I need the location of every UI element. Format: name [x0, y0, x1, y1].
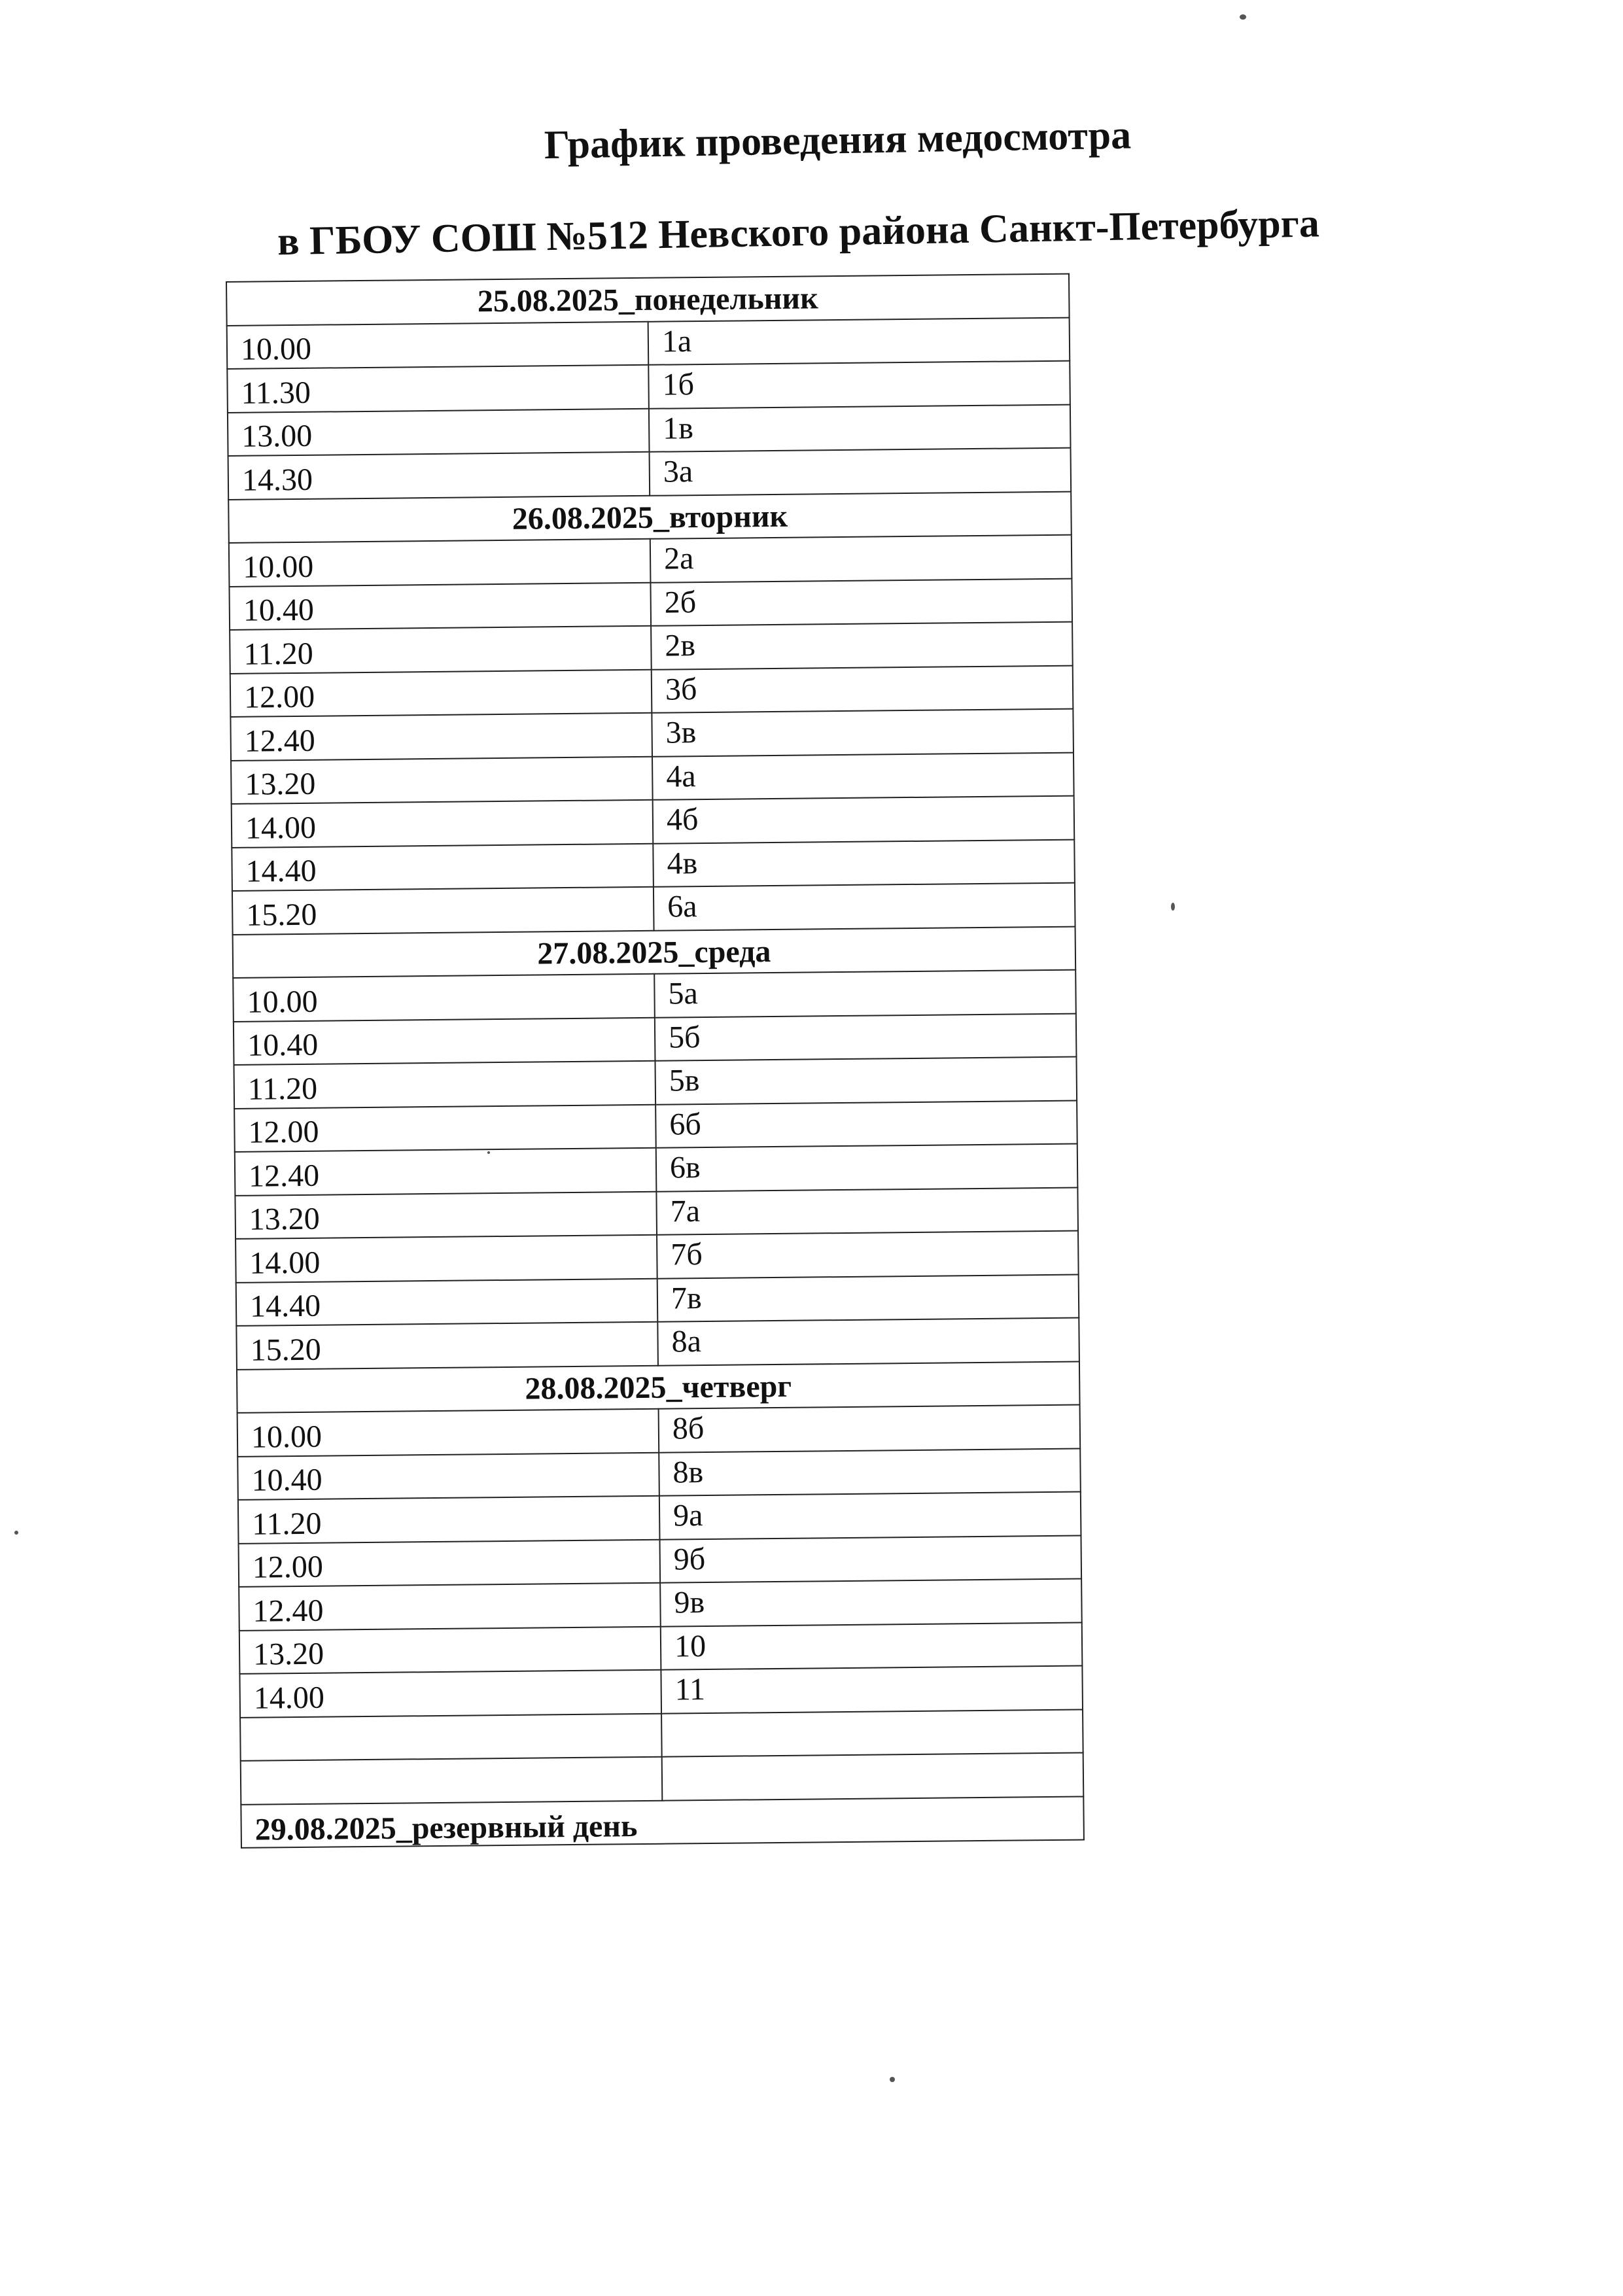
class-cell: 3в	[652, 709, 1073, 757]
time-cell: 14.00	[232, 800, 654, 848]
day-header: 28.08.2025_четверг	[237, 1361, 1080, 1413]
class-cell: 5а	[654, 970, 1076, 1018]
class-cell: 10	[661, 1622, 1083, 1670]
class-cell: 9а	[659, 1492, 1081, 1540]
time-cell: 13.20	[231, 756, 653, 804]
table-row	[233, 970, 1076, 1022]
day-header: 26.08.2025_вторник	[228, 491, 1072, 543]
time-cell: 15.20	[232, 887, 654, 935]
time-cell: 13.20	[239, 1626, 661, 1674]
class-cell: 2а	[650, 535, 1072, 583]
schedule-body	[226, 274, 1084, 1848]
class-cell: 7б	[657, 1231, 1079, 1279]
table-row	[236, 1274, 1079, 1326]
class-cell: 9б	[659, 1535, 1081, 1583]
time-cell: 14.30	[228, 452, 650, 500]
time-cell	[240, 1713, 662, 1761]
time-cell: 10.40	[229, 582, 651, 630]
table-row	[228, 448, 1072, 500]
time-cell: 14.00	[239, 1670, 661, 1718]
day-header-row	[233, 926, 1076, 978]
scan-speck	[1240, 14, 1246, 20]
time-cell: 10.00	[229, 539, 651, 587]
class-cell	[662, 1753, 1084, 1801]
class-cell: 4б	[653, 796, 1075, 844]
class-cell: 5б	[655, 1013, 1077, 1061]
table-row	[236, 1231, 1079, 1283]
time-cell: 11.20	[234, 1061, 655, 1109]
time-cell: 11.30	[227, 365, 649, 413]
reserve-row	[241, 1796, 1084, 1848]
table-row	[230, 709, 1073, 761]
time-cell: 12.40	[230, 713, 652, 761]
class-cell: 4а	[652, 752, 1074, 800]
table-row	[227, 317, 1070, 369]
class-cell: 1б	[648, 361, 1070, 409]
time-cell: 12.00	[230, 669, 652, 717]
table-row	[237, 1448, 1081, 1500]
table-row	[229, 535, 1072, 587]
day-header-row	[226, 274, 1070, 326]
class-cell: 11	[661, 1666, 1083, 1714]
class-cell: 4в	[653, 839, 1075, 887]
document-subtitle: в ГБОУ СОШ №512 Невского района Санкт-Петербурга	[277, 201, 1320, 264]
time-cell: 15.20	[236, 1322, 658, 1370]
time-cell: 13.00	[228, 408, 650, 456]
table-row	[227, 361, 1070, 413]
table-row	[237, 1405, 1081, 1457]
table-row	[239, 1535, 1082, 1587]
time-cell: 14.00	[236, 1235, 657, 1283]
class-cell: 2б	[650, 578, 1072, 626]
table-row	[241, 1753, 1084, 1805]
class-cell: 8б	[659, 1405, 1081, 1453]
scan-speck	[487, 1151, 490, 1154]
table-row	[234, 1013, 1077, 1065]
table-row	[230, 665, 1073, 717]
class-cell	[661, 1709, 1083, 1757]
table-row	[239, 1579, 1082, 1631]
table-row	[228, 404, 1071, 456]
table-row	[239, 1622, 1083, 1674]
scan-speck	[14, 1531, 18, 1535]
time-cell: 12.00	[239, 1539, 661, 1587]
reserve-day: 29.08.2025_резервный день	[241, 1796, 1084, 1848]
time-cell: 11.20	[230, 626, 652, 674]
time-cell: 12.00	[234, 1104, 656, 1152]
time-cell	[241, 1757, 663, 1805]
time-cell: 10.00	[233, 974, 655, 1022]
class-cell: 5в	[655, 1057, 1077, 1105]
table-row	[232, 883, 1075, 935]
table-row	[229, 578, 1072, 630]
class-cell: 6а	[654, 883, 1075, 931]
table-row	[231, 752, 1074, 804]
time-cell: 14.40	[232, 843, 654, 891]
scan-speck	[1171, 903, 1175, 911]
time-cell: 12.40	[239, 1583, 661, 1631]
time-cell: 10.00	[237, 1409, 659, 1457]
table-row	[232, 796, 1075, 848]
class-cell: 2в	[651, 622, 1073, 670]
class-cell: 1а	[648, 317, 1070, 365]
table-row	[230, 622, 1073, 674]
time-cell: 14.40	[236, 1278, 658, 1326]
table-row	[234, 1057, 1077, 1109]
table-row	[234, 1100, 1077, 1152]
day-header: 25.08.2025_понедельник	[226, 274, 1070, 326]
class-cell: 7а	[656, 1187, 1078, 1235]
class-cell: 6в	[656, 1144, 1078, 1192]
class-cell: 3б	[652, 665, 1073, 713]
table-row	[235, 1187, 1078, 1239]
schedule-table	[226, 273, 1085, 1849]
class-cell: 9в	[660, 1579, 1082, 1627]
time-cell: 10.00	[227, 321, 649, 369]
day-header: 27.08.2025_среда	[233, 926, 1076, 978]
class-cell: 3а	[650, 448, 1072, 496]
class-cell: 1в	[649, 404, 1071, 452]
table-row	[232, 839, 1075, 891]
document-title: График проведения медосмотра	[544, 113, 1132, 168]
time-cell: 13.20	[235, 1191, 657, 1239]
table-row	[235, 1144, 1078, 1196]
scan-speck	[890, 2077, 895, 2082]
table-row	[236, 1318, 1079, 1370]
class-cell: 8а	[657, 1318, 1079, 1366]
time-cell: 10.40	[234, 1017, 655, 1065]
day-header-row	[237, 1361, 1080, 1413]
time-cell: 12.40	[235, 1148, 657, 1196]
class-cell: 7в	[657, 1274, 1079, 1322]
class-cell: 8в	[659, 1448, 1081, 1496]
table-row	[239, 1666, 1083, 1718]
time-cell: 10.40	[237, 1452, 659, 1500]
time-cell: 11.20	[238, 1496, 660, 1544]
schedule-sheet	[226, 273, 1085, 1849]
day-header-row	[228, 491, 1072, 543]
table-row	[238, 1492, 1081, 1544]
class-cell: 6б	[655, 1100, 1077, 1148]
table-row	[240, 1709, 1083, 1761]
